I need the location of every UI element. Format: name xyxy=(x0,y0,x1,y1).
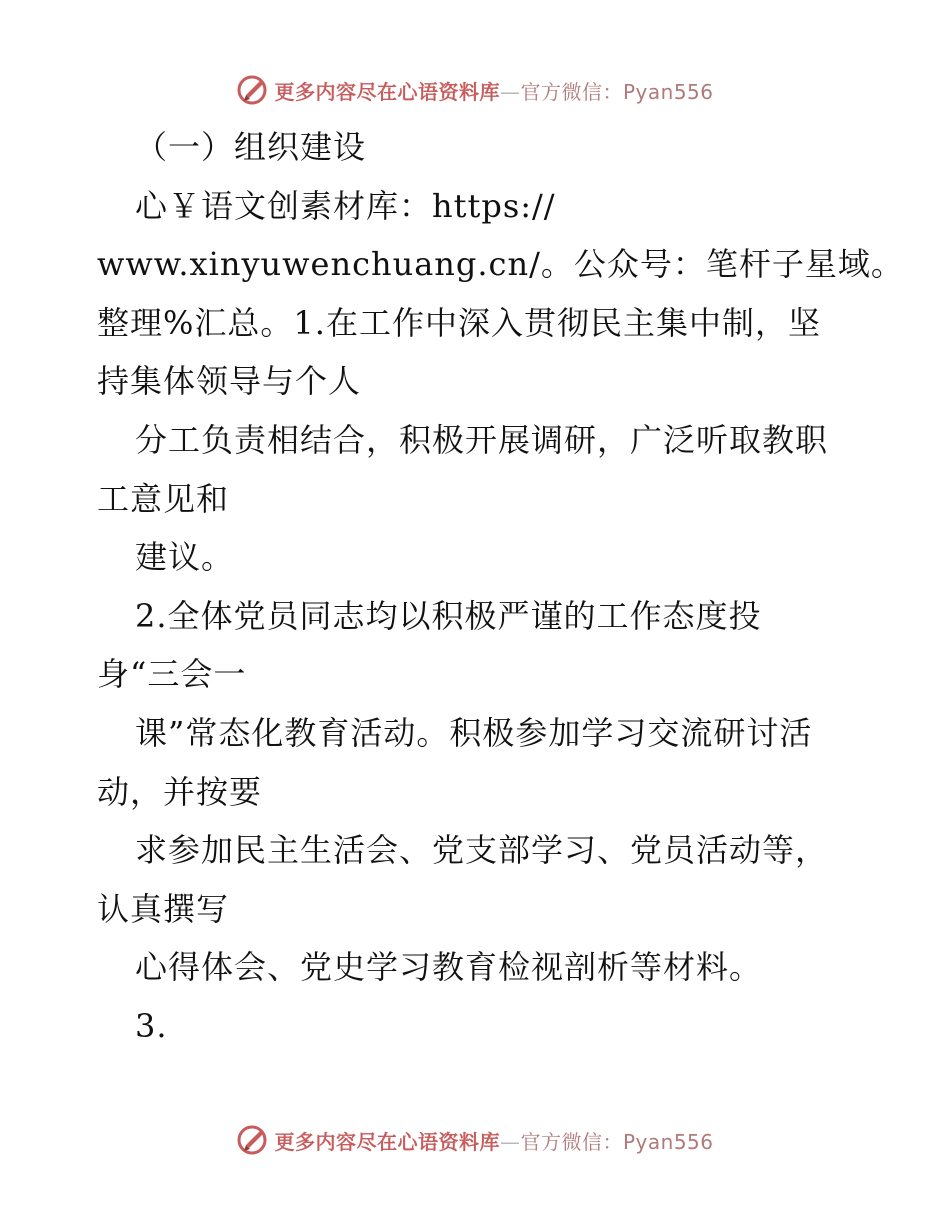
paragraph-line: 心得体会、党史学习教育检视剖析等材料。 xyxy=(135,948,763,987)
paragraph-line: 动，并按要 xyxy=(97,772,263,811)
pen-logo-icon xyxy=(236,1123,270,1157)
watermark-wechat-id: Pyan556 xyxy=(622,1129,714,1154)
paragraph-line: 建议。 xyxy=(135,538,235,577)
paragraph-line: 工意见和 xyxy=(97,479,230,518)
section-heading: （一）组织建设 xyxy=(135,128,367,166)
paragraph-line: 2.全体党员同志均以积极严谨的工作态度投 xyxy=(135,596,762,635)
watermark-text xyxy=(274,1126,713,1155)
pen-logo-icon xyxy=(236,73,270,107)
paragraph-line: 课”常态化教育活动。积极参加学习交流研讨活 xyxy=(135,713,813,752)
watermark-text xyxy=(274,76,713,105)
watermark-footer xyxy=(0,1120,950,1160)
paragraph-line: 整理%汇总。1.在工作中深入贯彻民主集中制，坚 xyxy=(97,303,821,342)
paragraph-line: 3. xyxy=(135,1006,168,1045)
watermark-wechat-id: Pyan556 xyxy=(622,79,714,104)
document-body xyxy=(97,118,904,1056)
paragraph-line: www.xinyuwenchuang.cn/。公众号：笔杆子星域。 xyxy=(97,245,904,284)
paragraph-line: 身“三会一 xyxy=(97,655,247,694)
paragraph-line: 求参加民主生活会、党支部学习、党员活动等， xyxy=(135,831,829,870)
paragraph-line: 分工负责相结合，积极开展调研，广泛听取教职 xyxy=(135,420,829,459)
paragraph-line: 持集体领导与个人 xyxy=(97,362,362,401)
watermark-header xyxy=(0,70,950,110)
watermark-brand: 更多内容尽在心语资料库 xyxy=(274,1129,500,1154)
watermark-dash: — xyxy=(499,79,521,104)
watermark-wechat-label: 官方微信： xyxy=(520,1129,623,1154)
watermark-dash: — xyxy=(499,1129,521,1154)
paragraph-line: 心￥语文创素材库：https:// xyxy=(135,186,556,225)
watermark-brand: 更多内容尽在心语资料库 xyxy=(274,79,500,104)
watermark-wechat-label: 官方微信： xyxy=(520,79,623,104)
paragraph-line: 认真撰写 xyxy=(97,889,230,928)
